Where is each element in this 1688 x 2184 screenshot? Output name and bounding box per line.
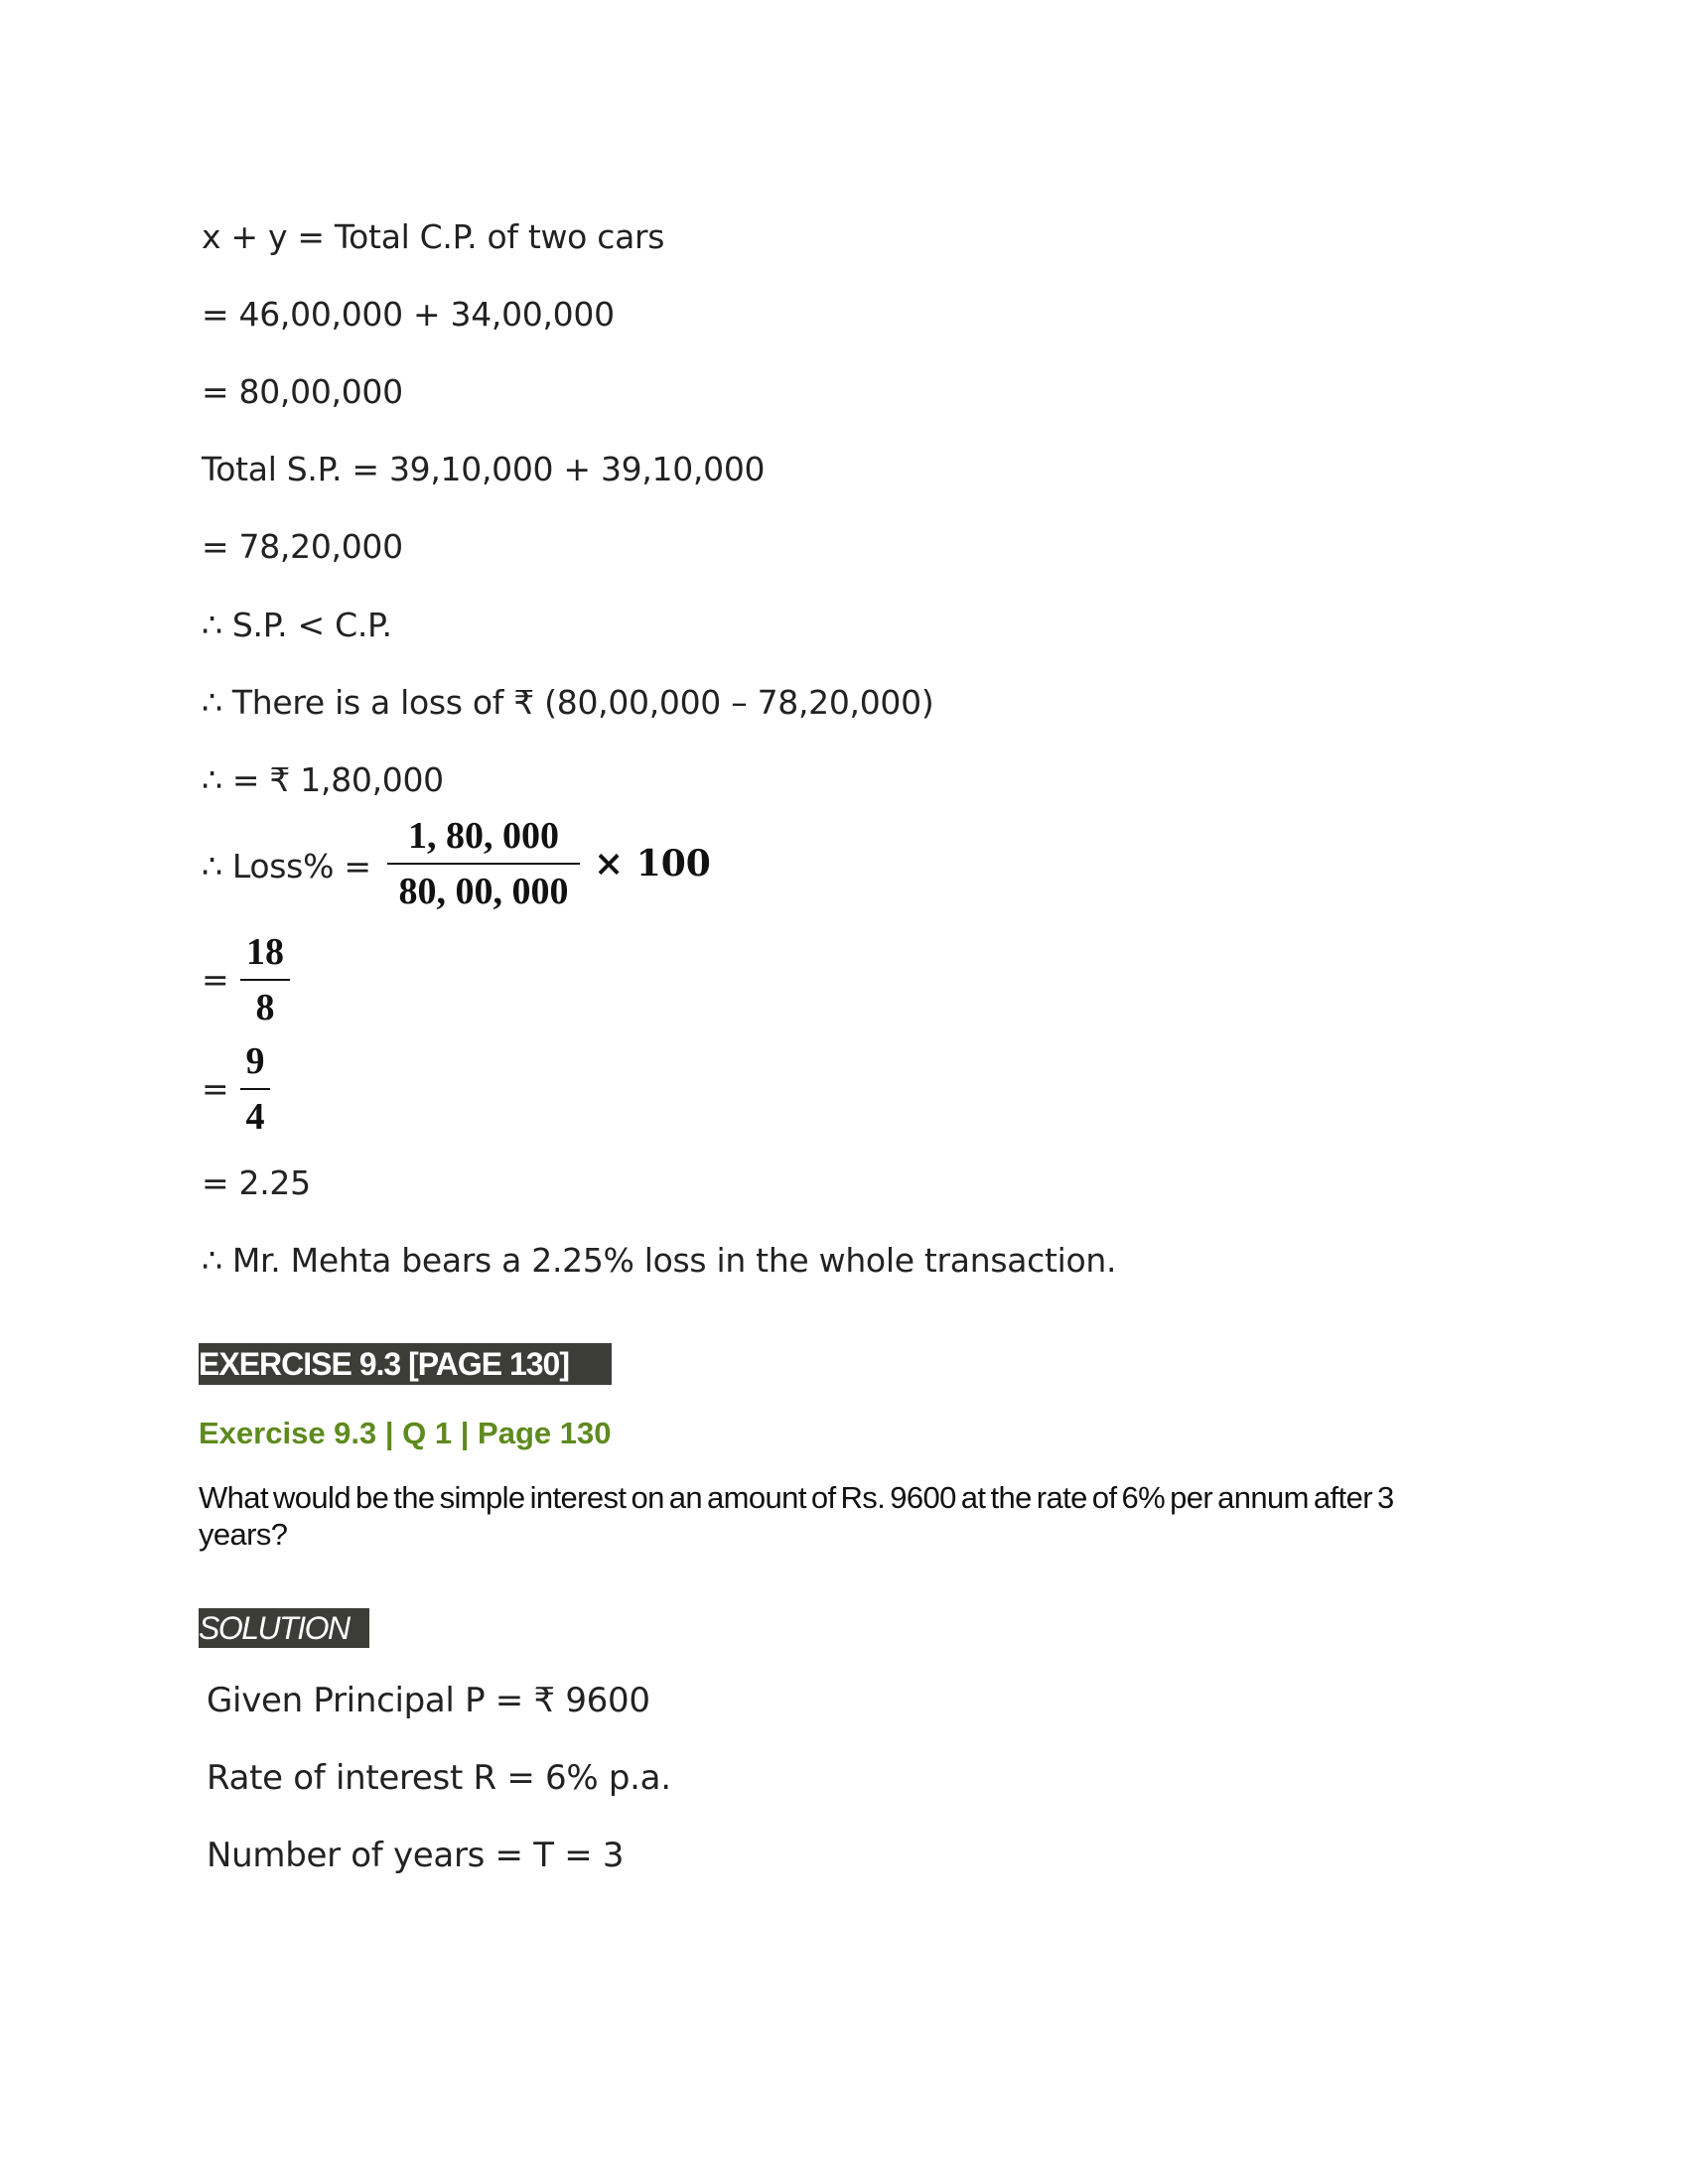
solution-line-total-cp: x + y = Total C.P. of two cars <box>202 217 665 256</box>
step-2-denominator: 4 <box>245 1096 265 1138</box>
solution-line-sum-cp: = 46,00,000 + 34,00,000 <box>202 295 615 334</box>
exercise-section-header: EXERCISE 9.3 [PAGE 130] <box>199 1343 612 1385</box>
solution-result: = 2.25 <box>202 1163 311 1202</box>
solution-line-total-sp-value: = 78,20,000 <box>202 527 403 566</box>
step-1-equals: = <box>202 960 229 999</box>
solution-conclusion: ∴ Mr. Mehta bears a 2.25% loss in the whole transaction. <box>202 1241 1117 1280</box>
question-reference-link[interactable]: Exercise 9.3 | Q 1 | Page 130 <box>199 1416 612 1450</box>
given-years: Number of years = T = 3 <box>207 1836 625 1875</box>
solution-tag: SOLUTION <box>199 1608 369 1648</box>
loss-fraction-denominator: 80, 00, 000 <box>398 871 569 912</box>
step-2-equals: = <box>202 1069 229 1108</box>
step-2-numerator: 9 <box>245 1040 265 1082</box>
fraction-bar <box>240 1088 270 1090</box>
solution-line-loss-value: ∴ = ₹ 1,80,000 <box>202 760 444 799</box>
solution-line-total-cp-value: = 80,00,000 <box>202 372 403 411</box>
step-2-fraction <box>240 1042 270 1136</box>
step-1-denominator: 8 <box>255 987 275 1028</box>
loss-percent-multiplier: × 100 <box>594 843 711 885</box>
step-1-numerator: 18 <box>246 931 284 973</box>
solution-line-sp-less-cp: ∴ S.P. < C.P. <box>202 606 392 644</box>
loss-percent-label: ∴ Loss% = <box>202 847 371 886</box>
step-1-fraction <box>240 933 290 1026</box>
solution-line-loss-expression: ∴ There is a loss of ₹ (80,00,000 – 78,20,000) <box>202 683 934 722</box>
given-principal: Given Principal P = ₹ 9600 <box>207 1681 650 1720</box>
solution-line-total-sp: Total S.P. = 39,10,000 + 39,10,000 <box>202 450 766 488</box>
fraction-bar <box>240 979 290 981</box>
given-rate: Rate of interest R = 6% p.a. <box>207 1758 671 1798</box>
loss-percent-fraction <box>387 817 580 910</box>
question-text: What would be the simple interest on an amount of Rs. 9600 at the rate of 6% per annum after 3 years? <box>199 1480 1394 1552</box>
fraction-bar <box>387 863 580 865</box>
loss-fraction-numerator: 1, 80, 000 <box>408 815 559 857</box>
